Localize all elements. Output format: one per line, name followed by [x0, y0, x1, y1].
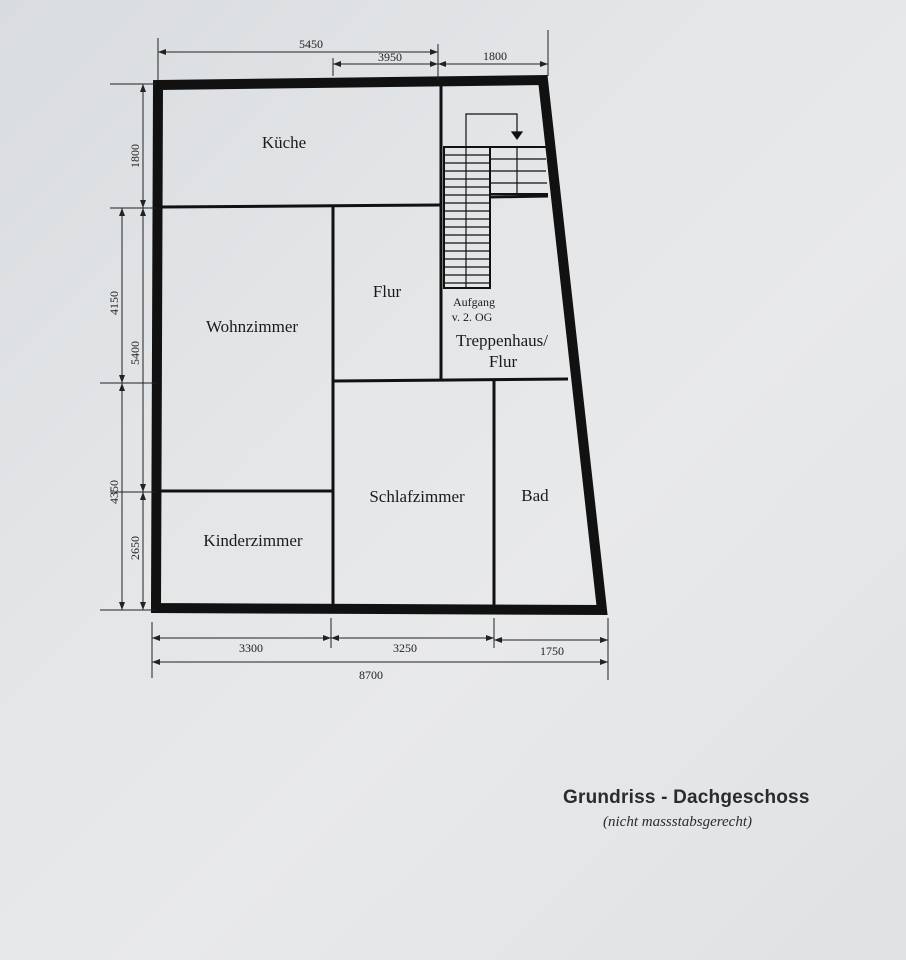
dim-left-4350: 4350 [107, 480, 121, 504]
dim-left-4150: 4150 [107, 291, 121, 315]
room-label-aufgang-sub: v. 2. OG [451, 310, 493, 324]
dim-bottom-1: 3300 [239, 641, 263, 655]
dim-bottom-2: 3250 [393, 641, 417, 655]
dim-bottom-total: 8700 [359, 668, 383, 682]
dim-top-right: 1800 [483, 49, 507, 63]
room-label-wohnzimmer: Wohnzimmer [205, 317, 299, 336]
dim-bottom-3: 1750 [540, 644, 564, 658]
room-label-kinderzimmer: Kinderzimmer [203, 531, 303, 550]
room-label-treppenhaus: Treppenhaus/ [456, 331, 548, 350]
caption-title: Grundriss - Dachgeschoss [563, 787, 810, 808]
room-label-aufgang: Aufgang [453, 295, 495, 309]
dim-left-5400: 5400 [128, 341, 142, 365]
dim-top-total: 5450 [299, 37, 323, 51]
staircase [444, 114, 548, 288]
room-label-bad: Bad [521, 486, 549, 505]
dim-left-top: 1800 [128, 144, 142, 168]
room-label-schlafzimmer: Schlafzimmer [369, 487, 465, 506]
caption-subtitle: (nicht massstabsgerecht) [603, 814, 753, 830]
dim-left-2650: 2650 [128, 536, 142, 560]
room-label-treppenhaus-flur: Flur [488, 352, 518, 371]
dim-top-mid: 3950 [378, 50, 402, 64]
room-label-kueche: Küche [261, 133, 307, 152]
room-label-flur: Flur [372, 282, 402, 301]
